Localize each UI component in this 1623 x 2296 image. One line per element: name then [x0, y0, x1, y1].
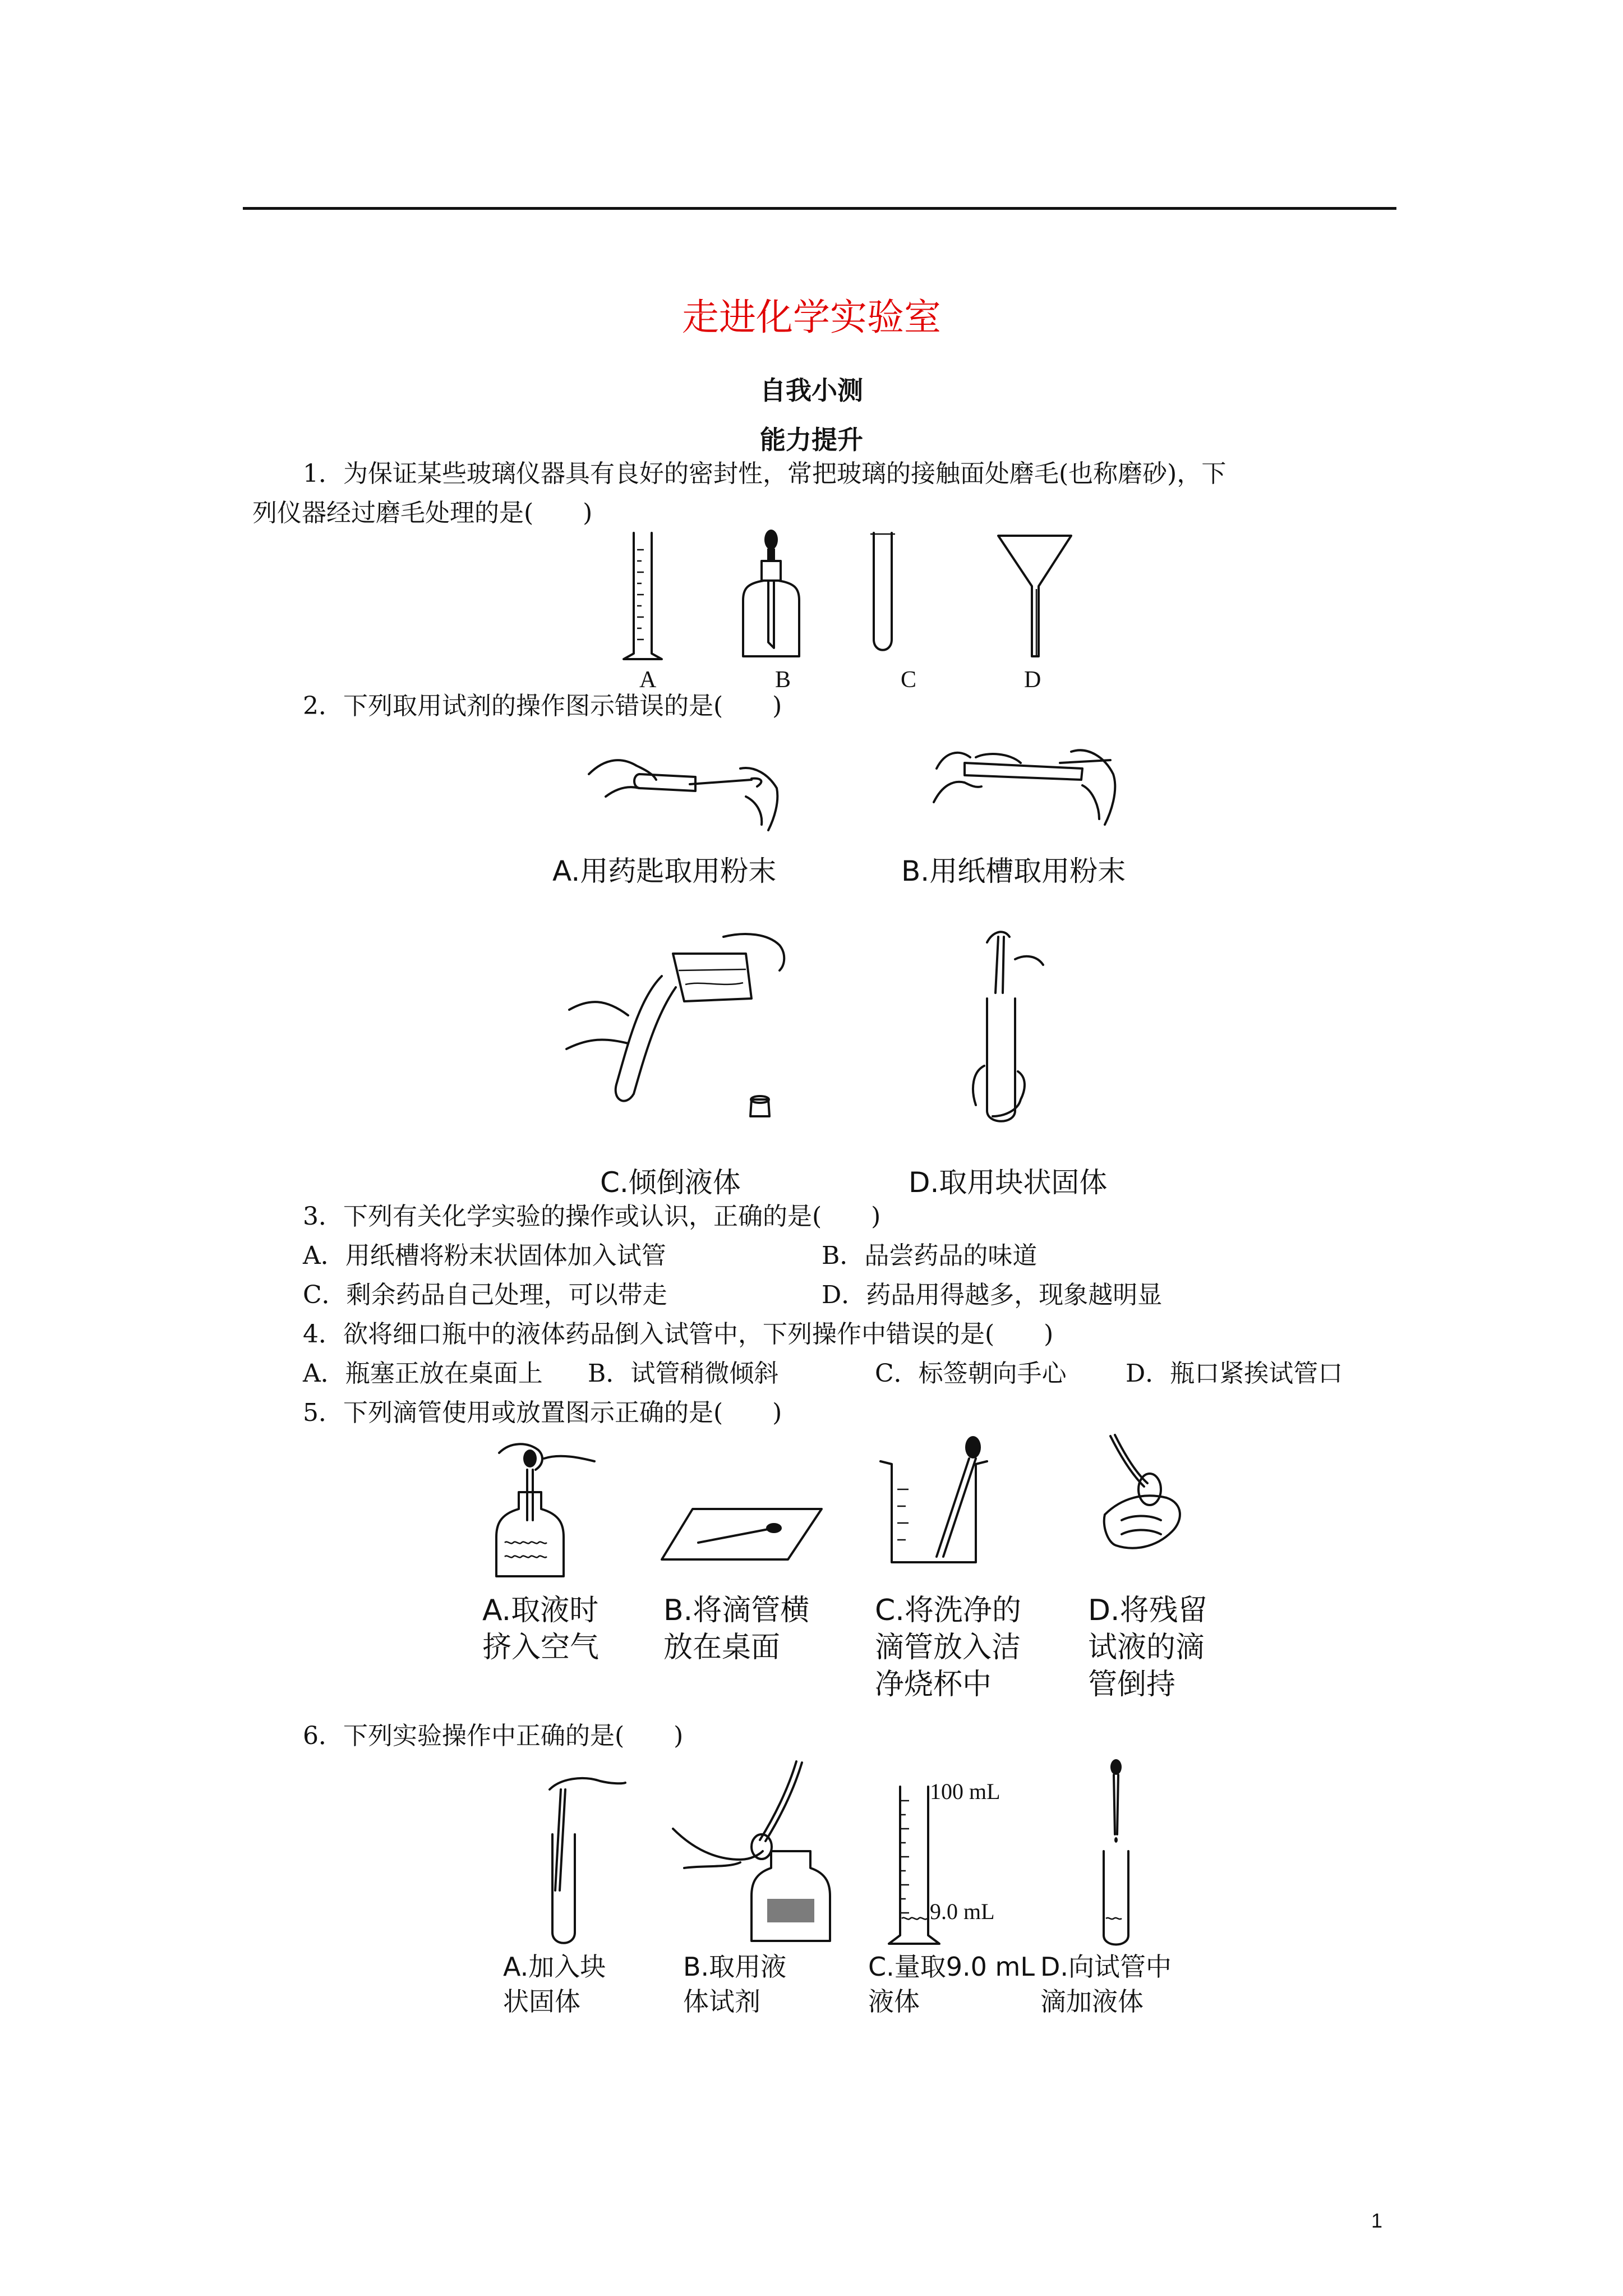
- graduated-cylinder-icon: [624, 533, 662, 659]
- q5-figure-a-dropper-in-bottle: [482, 1436, 600, 1588]
- q5-caption-d: D.将残留 试液的滴 管倒持: [1088, 1594, 1207, 1701]
- q4-stem: 4．欲将细口瓶中的液体药品倒入试管中，下列操作中错误的是( ): [303, 1320, 1054, 1349]
- q1-stem-line1: 1．为保证某些玻璃仪器具有良好的密封性，常把玻璃的接触面处磨毛(也称磨砂)，下: [303, 459, 1227, 488]
- q6-figure-a-block-into-tube: [538, 1767, 628, 1947]
- q3-stem: 3．下列有关化学实验的操作或认识，正确的是( ): [303, 1202, 881, 1231]
- q6-cylinder-bottom-mark: 9.0 mL: [930, 1899, 995, 1924]
- q6-figure-d-dropping-liquid: [1094, 1756, 1138, 1947]
- q4-option-b: B．试管稍微倾斜: [588, 1359, 779, 1388]
- q3-option-c: C．剩余药品自己处理，可以带走: [303, 1281, 667, 1309]
- q4-option-a: A．瓶塞正放在桌面上: [303, 1359, 543, 1388]
- q6-cylinder-top-mark: 100 mL: [930, 1779, 1000, 1804]
- q3-option-d: D．药品用得越多，现象越明显: [822, 1281, 1163, 1309]
- q6-caption-b: B.取用液 体试剂: [683, 1952, 787, 2017]
- q2-caption-b: B.用纸槽取用粉末: [901, 855, 1126, 887]
- q6-caption-c: C.量取9.0 mL 液体: [868, 1952, 1035, 2017]
- q1-label-c: C: [901, 667, 917, 693]
- page-number: 1: [1371, 2209, 1383, 2232]
- dropper-bottle-icon: [743, 530, 799, 656]
- q5-caption-b: B.将滴管横 放在桌面: [663, 1594, 810, 1664]
- section-heading-self-test: 自我小测: [760, 375, 863, 406]
- q6-caption-a: A.加入块 状固体: [503, 1952, 606, 2017]
- q1-stem-line2: 列仪器经过磨毛处理的是( ): [252, 499, 593, 527]
- q2-stem: 2．下列取用试剂的操作图示错误的是( ): [303, 692, 782, 720]
- q3-option-b: B．品尝药品的味道: [822, 1241, 1038, 1270]
- q1-label-d: D: [1024, 667, 1041, 693]
- funnel-icon: [998, 536, 1071, 656]
- q5-figure-c-dropper-in-beaker: [875, 1433, 998, 1573]
- q1-label-a: A: [639, 667, 657, 693]
- q6-figure-b-liquid-reagent: [667, 1756, 836, 1947]
- page-title: 走进化学实验室: [682, 296, 941, 339]
- q3-option-a: A．用纸槽将粉末状固体加入试管: [303, 1241, 666, 1270]
- q4-option-c: C．标签朝向手心: [875, 1359, 1067, 1388]
- q2-caption-d: D.取用块状固体: [909, 1166, 1108, 1199]
- q6-caption-d: D.向试管中 滴加液体: [1040, 1952, 1172, 2017]
- q1-label-b: B: [775, 667, 791, 693]
- q6-figure-c-graduated-cylinder: [886, 1784, 948, 1952]
- q5-stem: 5．下列滴管使用或放置图示正确的是( ): [303, 1398, 782, 1427]
- q4-option-d: D．瓶口紧挨试管口: [1126, 1359, 1343, 1388]
- q5-caption-a: A.取液时 挤入空气: [482, 1594, 600, 1664]
- q1-apparatus-figure: [617, 527, 1110, 679]
- q2-caption-c: C.倾倒液体: [600, 1166, 741, 1199]
- q5-figure-b-dropper-on-table: [659, 1503, 827, 1565]
- test-tube-icon: [870, 533, 895, 650]
- q2-figure-a-spoon-powder: [583, 735, 785, 836]
- header-rule: [243, 207, 1396, 210]
- q2-caption-a: A.用药匙取用粉末: [552, 855, 777, 887]
- q2-figure-c-pouring-liquid: [566, 931, 802, 1133]
- q2-figure-d-block-solid: [965, 926, 1066, 1139]
- q5-figure-d-dropper-inverted: [1088, 1425, 1200, 1559]
- q6-stem: 6．下列实验操作中正确的是( ): [303, 1722, 684, 1750]
- q5-caption-c: C.将洗净的 滴管放入洁 净烧杯中: [875, 1594, 1021, 1701]
- q2-figure-b-paper-trough: [931, 735, 1122, 830]
- section-heading-ability: 能力提升: [760, 425, 863, 455]
